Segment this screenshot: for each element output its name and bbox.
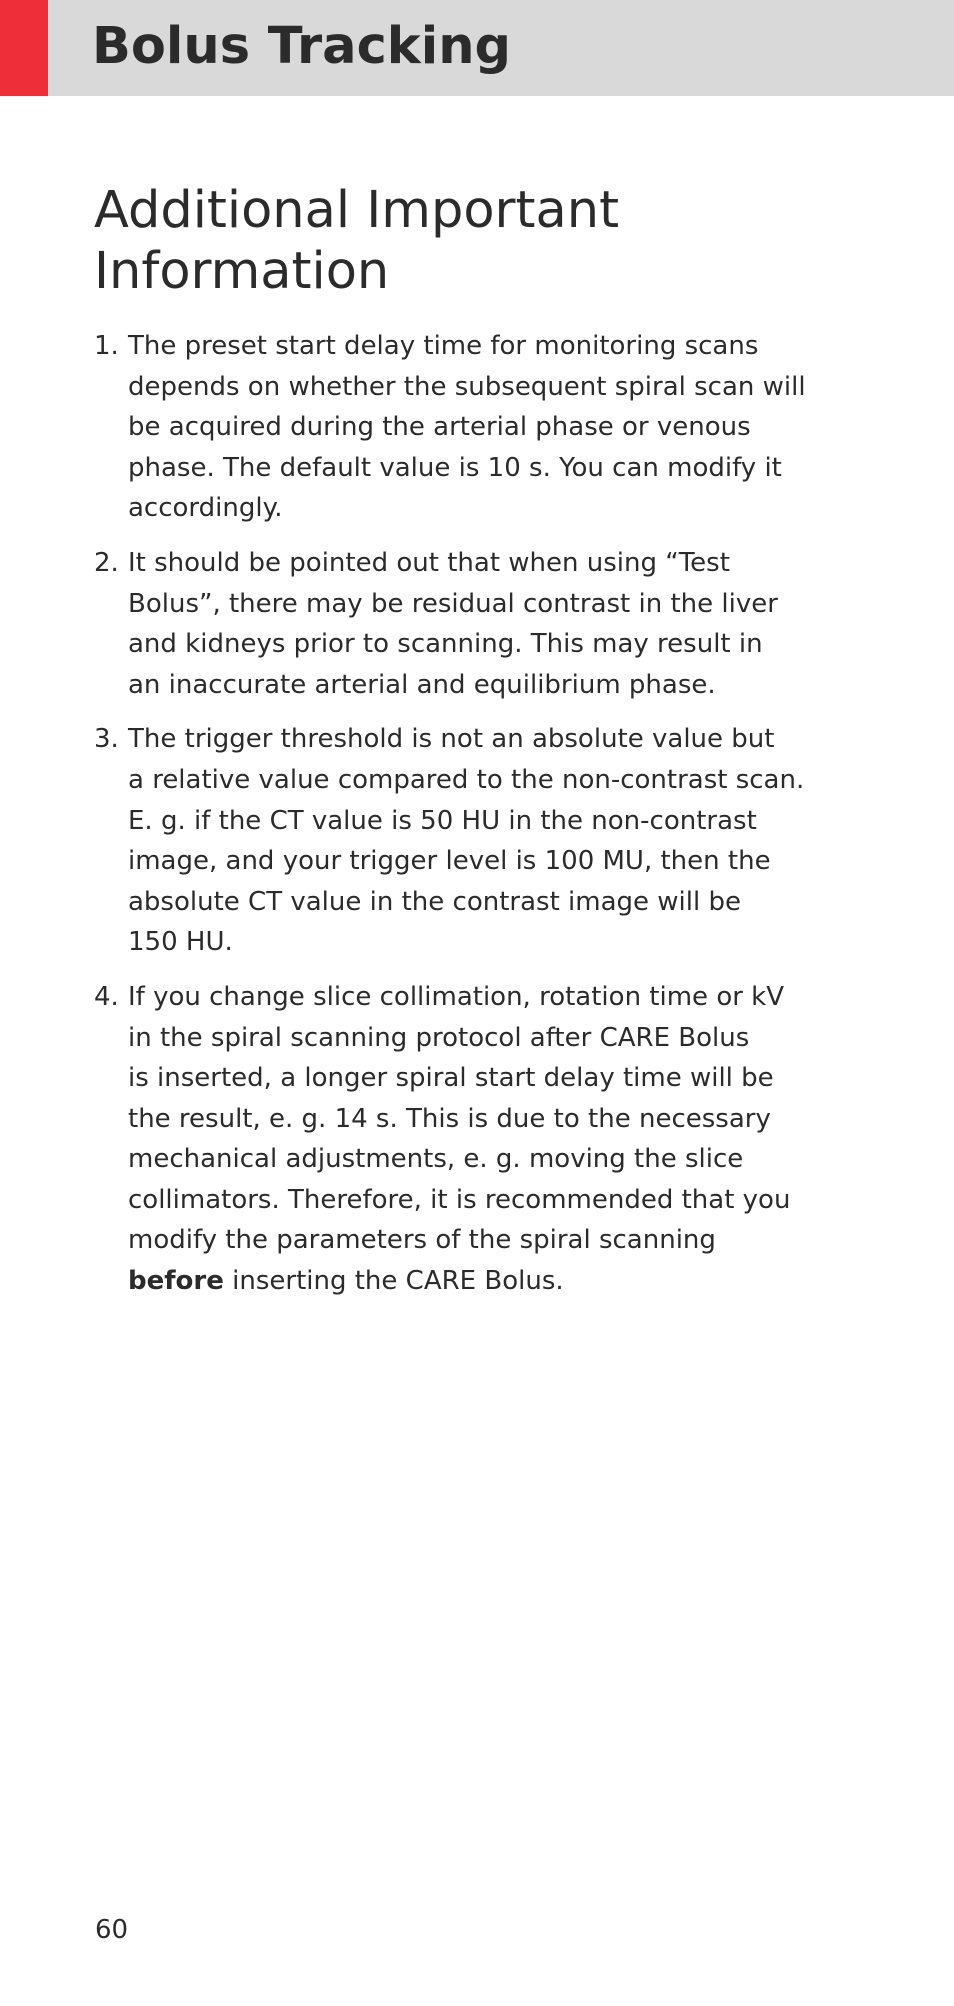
info-list bbox=[94, 326, 839, 1316]
text-line: a relative value compared to the non-contrast scan. bbox=[128, 764, 805, 795]
text-line: mechanical adjustments, e. g. moving the slice bbox=[128, 1144, 744, 1175]
list-item bbox=[94, 326, 839, 529]
text-line: and kidneys prior to scanning. This may result in bbox=[128, 629, 763, 660]
text-line: image, and your trigger level is 100 MU, then the bbox=[128, 846, 771, 877]
text-line: If you change slice collimation, rotation time or kV bbox=[128, 981, 785, 1012]
text-line: Bolus”, there may be residual contrast in the liver bbox=[128, 588, 778, 619]
list-item bbox=[94, 719, 839, 963]
text-line: It should be pointed out that when using “Test bbox=[128, 547, 730, 578]
list-item-text bbox=[128, 977, 839, 1302]
list-item bbox=[94, 543, 839, 705]
section-heading bbox=[94, 180, 814, 302]
list-item-number: 1. bbox=[94, 331, 119, 361]
text-line: The preset start delay time for monitoring scans bbox=[128, 331, 759, 361]
text-line: collimators. Therefore, it is recommended that you bbox=[128, 1184, 791, 1215]
text-line: The trigger threshold is not an absolute value but bbox=[128, 724, 775, 755]
text-line: 150 HU. bbox=[128, 927, 233, 958]
text-line: accordingly. bbox=[128, 493, 283, 524]
list-item-text bbox=[128, 326, 839, 529]
text-line: modify the parameters of the spiral scanning bbox=[128, 1225, 716, 1256]
text-line: an inaccurate arterial and equilibrium phase. bbox=[128, 669, 716, 700]
section-heading-line: Additional Important bbox=[94, 181, 620, 240]
text-line: phase. The default value is 10 s. You can modify it bbox=[128, 452, 782, 483]
emphasis-text: before bbox=[128, 1266, 224, 1297]
text-line: is inserted, a longer spiral start delay time will be bbox=[128, 1063, 774, 1094]
list-item-number: 2. bbox=[94, 547, 119, 578]
list-item-number: 3. bbox=[94, 724, 119, 755]
text-line: be acquired during the arterial phase or venous bbox=[128, 412, 751, 443]
chapter-title: Bolus Tracking bbox=[92, 17, 512, 76]
page-number: 60 bbox=[95, 1915, 129, 1945]
list-item-number: 4. bbox=[94, 981, 119, 1012]
text-line: the result, e. g. 14 s. This is due to the necessary bbox=[128, 1103, 771, 1134]
list-item-text bbox=[128, 543, 839, 705]
header-accent-bar bbox=[0, 0, 48, 96]
text-fragment: inserting the CARE Bolus. bbox=[223, 1266, 564, 1297]
text-line: absolute CT value in the contrast image will be bbox=[128, 886, 741, 917]
section-heading-line: Information bbox=[94, 242, 390, 301]
text-line: E. g. if the CT value is 50 HU in the non-contrast bbox=[128, 805, 757, 836]
list-item-text bbox=[128, 719, 839, 963]
list-item bbox=[94, 977, 839, 1302]
text-line: depends on whether the subsequent spiral scan will bbox=[128, 371, 806, 402]
text-line: in the spiral scanning protocol after CARE Bolus bbox=[128, 1022, 750, 1053]
text-line bbox=[128, 1261, 839, 1302]
